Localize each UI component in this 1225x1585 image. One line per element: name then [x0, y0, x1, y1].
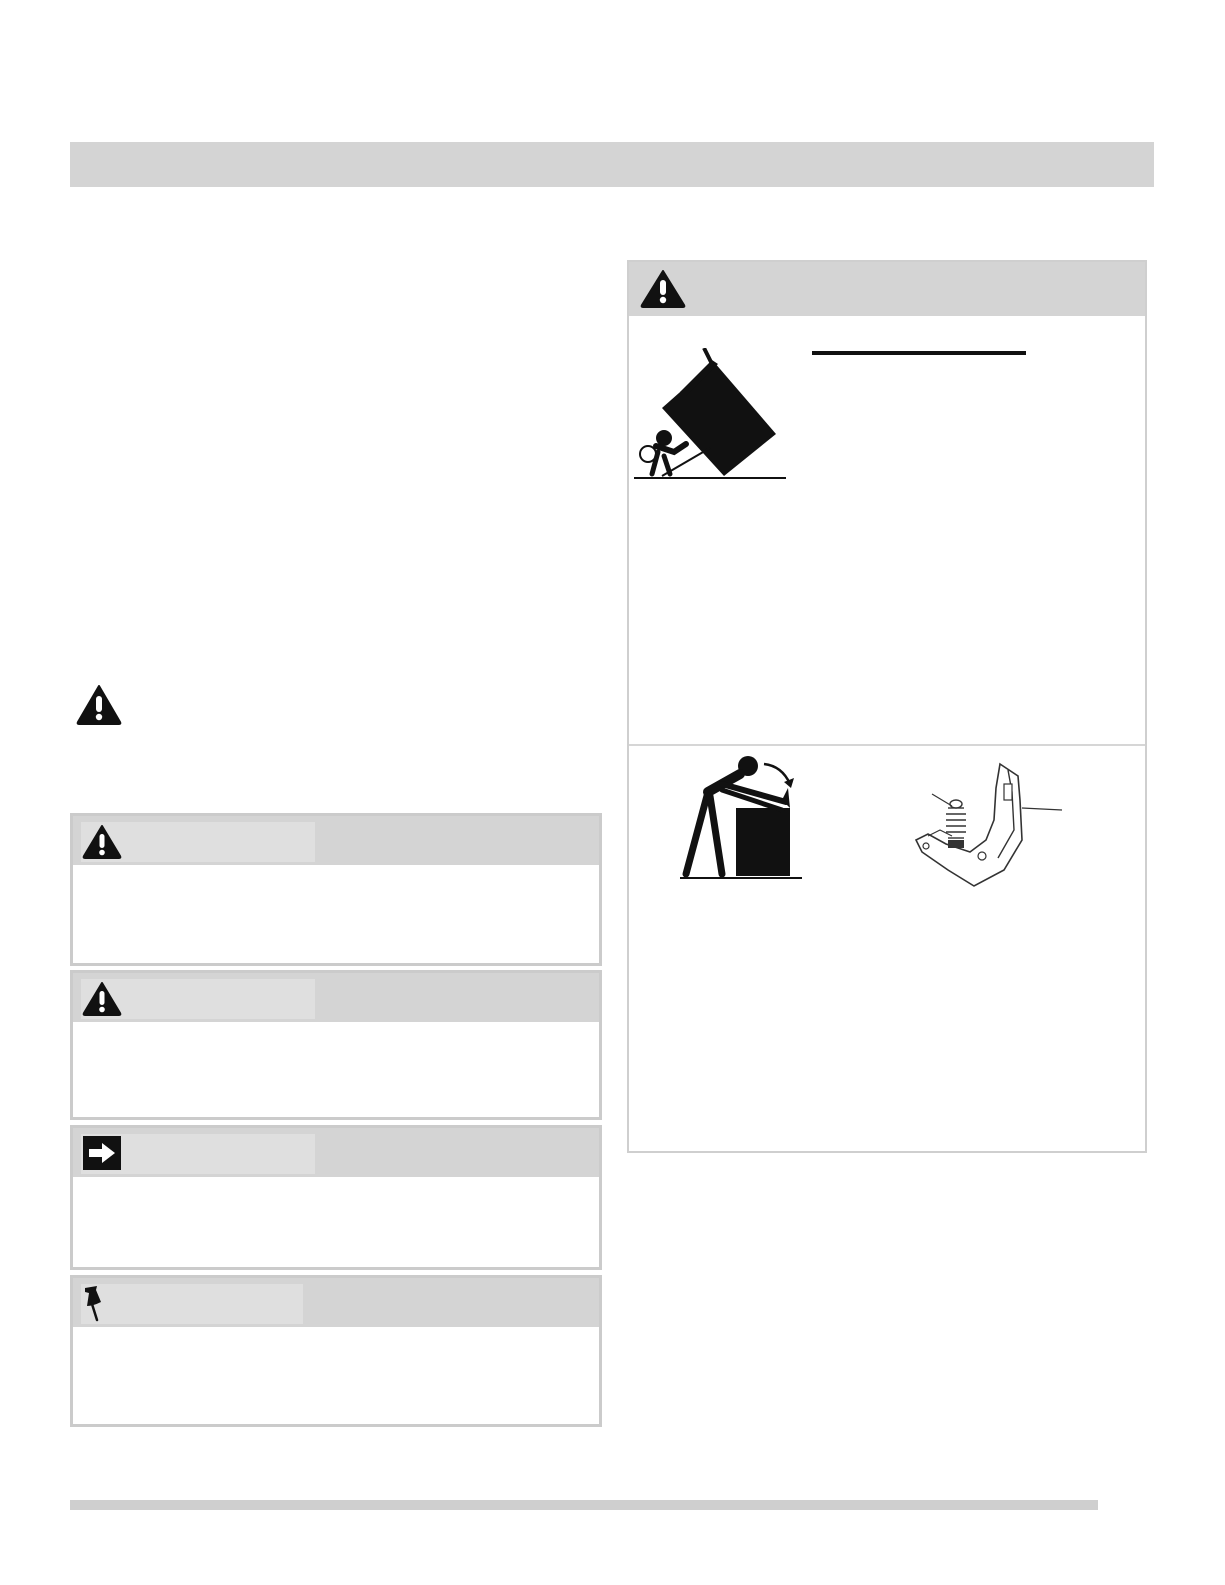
- important-callout: [70, 1125, 602, 1270]
- warning-callout-1: [70, 813, 602, 966]
- note-callout: [70, 1275, 602, 1427]
- page-footer-bar: [70, 1500, 1098, 1510]
- warning-triangle-icon: [82, 981, 122, 1017]
- panel-divider: [629, 744, 1145, 746]
- warning-callout-2: [70, 970, 602, 1120]
- tip-over-illustration: [634, 348, 790, 482]
- callout-header: [73, 816, 599, 865]
- warning-triangle-icon: [82, 824, 122, 860]
- callout-header: [73, 973, 599, 1022]
- arrow-right-icon: [82, 1135, 122, 1171]
- warning-triangle-icon: [76, 684, 122, 726]
- panel-header: [629, 262, 1145, 316]
- callout-header: [73, 1128, 599, 1177]
- page-header-bar: [70, 142, 1154, 187]
- check-anti-tip-illustration: [678, 756, 806, 882]
- anti-tip-bracket-illustration: [912, 760, 1082, 894]
- panel-title-rule: [812, 351, 1026, 355]
- warning-triangle-icon: [640, 269, 686, 309]
- callout-header: [73, 1278, 599, 1327]
- pushpin-icon: [79, 1284, 111, 1324]
